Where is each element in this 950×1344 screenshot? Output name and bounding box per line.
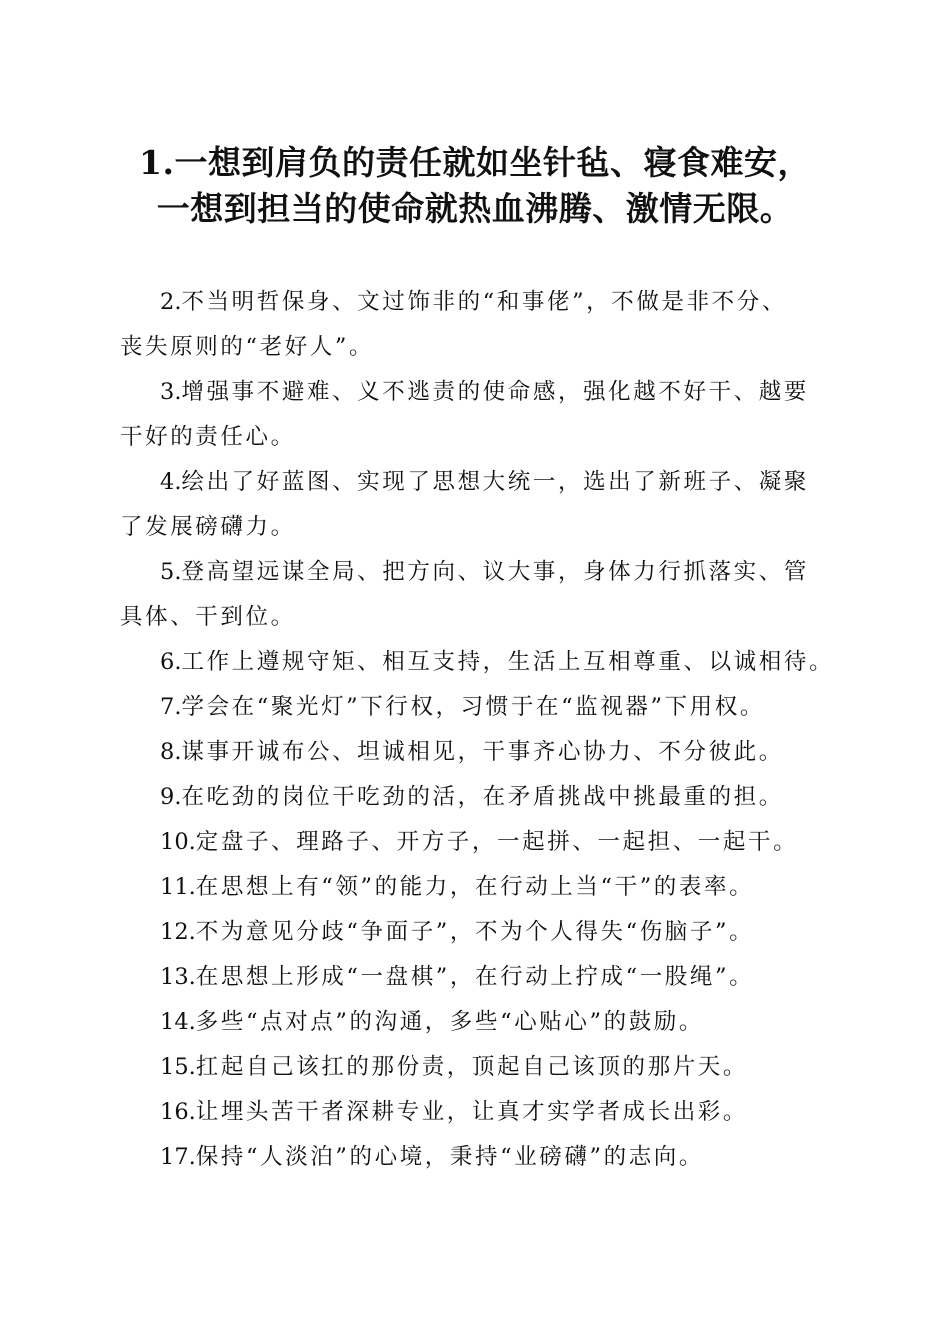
item-text: 扛起自己该扛的那份责，顶起自己该顶的那片天。 — [195, 1054, 748, 1080]
item-text: 不为意见分歧“争面子”，不为个人得失“伤脑子”。 — [195, 919, 755, 945]
item-number: 10. — [160, 829, 196, 855]
list-item — [120, 820, 840, 865]
item-number: 3. — [160, 379, 182, 405]
item-text: 在思想上有“领”的能力，在行动上当“干”的表率。 — [195, 874, 755, 900]
item-number: 6. — [160, 649, 182, 675]
document-title — [80, 140, 870, 232]
document-body — [120, 280, 840, 1180]
list-item — [120, 640, 840, 685]
list-item — [120, 1135, 840, 1180]
item-text: 绘出了好蓝图、实现了思想大统一，选出了新班子、凝聚 — [181, 469, 809, 495]
item-number: 12. — [160, 919, 196, 945]
item-number: 4. — [160, 469, 182, 495]
title-line-1: 1.一想到肩负的责任就如坐针毡、寝食难安， — [139, 143, 811, 182]
item-text: 在思想上形成“一盘棋”，在行动上拧成“一股绳”。 — [195, 964, 755, 990]
item-text-continued: 了发展磅礴力。 — [120, 514, 296, 540]
list-item — [120, 955, 840, 1000]
list-item — [120, 460, 840, 550]
item-number: 5. — [160, 559, 182, 585]
item-text: 不当明哲保身、文过饰非的“和事佬”，不做是非不分、 — [181, 289, 787, 315]
item-number: 15. — [160, 1054, 196, 1080]
item-text: 在吃劲的岗位干吃劲的活，在矛盾挑战中挑最重的担。 — [181, 784, 784, 810]
item-text: 多些“点对点”的沟通，多些“心贴心”的鼓励。 — [195, 1009, 705, 1035]
list-item — [120, 730, 840, 775]
list-item — [120, 370, 840, 460]
item-number: 9. — [160, 784, 182, 810]
item-text: 定盘子、理路子、开方子，一起拼、一起担、一起干。 — [195, 829, 799, 855]
list-item — [120, 1000, 840, 1045]
item-text-continued: 干好的责任心。 — [120, 424, 296, 450]
item-text: 学会在“聚光灯”下行权，习惯于在“监视器”下用权。 — [181, 694, 765, 720]
item-number: 2. — [160, 289, 182, 315]
item-number: 8. — [160, 739, 182, 765]
item-text: 增强事不避难、义不逃责的使命感，强化越不好干、越要 — [181, 379, 809, 405]
title-line-2: 一想到担当的使命就热血沸腾、激情无限。 — [156, 189, 794, 228]
list-item — [120, 910, 840, 955]
item-number: 17. — [160, 1144, 196, 1170]
item-number: 13. — [160, 964, 196, 990]
item-text: 保持“人淡泊”的心境，秉持“业磅礴”的志向。 — [195, 1144, 705, 1170]
item-text: 工作上遵规守矩、相互支持，生活上互相尊重、以诚相待。 — [181, 649, 835, 675]
list-item — [120, 550, 840, 640]
list-item — [120, 1090, 840, 1135]
item-text: 谋事开诚布公、坦诚相见，干事齐心协力、不分彼此。 — [181, 739, 784, 765]
list-item — [120, 865, 840, 910]
list-item — [120, 685, 840, 730]
item-text-continued: 具体、干到位。 — [120, 604, 296, 630]
item-text: 让埋头苦干者深耕专业，让真才实学者成长出彩。 — [195, 1099, 748, 1125]
list-item — [120, 280, 840, 370]
item-text-continued: 丧失原则的“老好人”。 — [120, 334, 375, 360]
item-text: 登高望远谋全局、把方向、议大事，身体力行抓落实、管 — [181, 559, 809, 585]
item-number: 16. — [160, 1099, 196, 1125]
list-item — [120, 1045, 840, 1090]
item-number: 7. — [160, 694, 182, 720]
item-number: 14. — [160, 1009, 196, 1035]
list-item — [120, 775, 840, 820]
item-number: 11. — [160, 874, 196, 900]
